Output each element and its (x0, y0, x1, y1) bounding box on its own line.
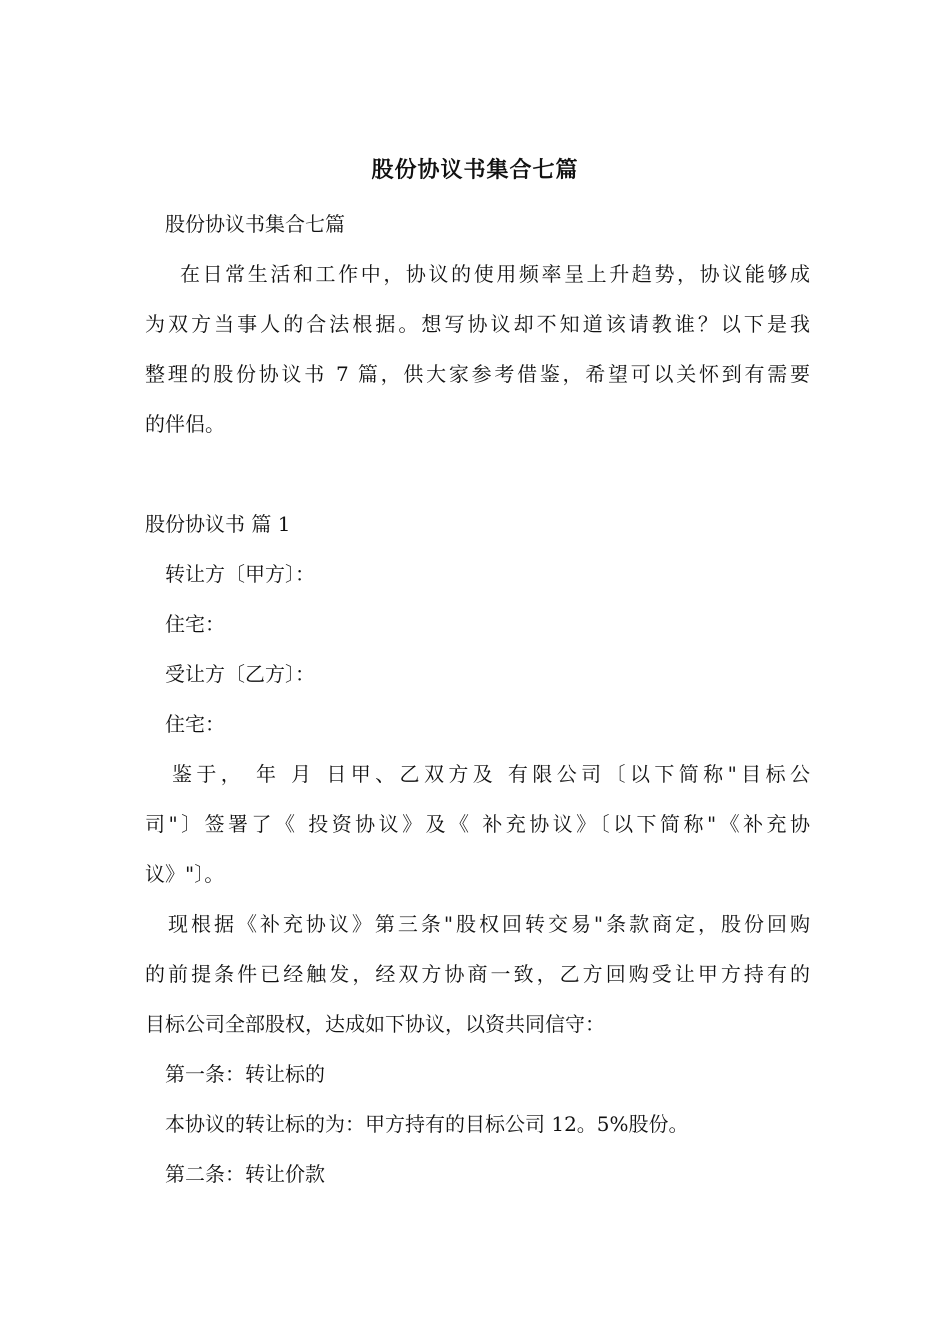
whereas-line-1: 鉴于， 年 月 日甲、乙双方及 有限公司〔以下简称"目标公 (172, 762, 810, 786)
intro-line-4: 的伴侣。 (145, 412, 225, 436)
transferee-address-line: 住宅： (165, 712, 225, 736)
section-heading: 股份协议书 篇 1 (145, 512, 291, 536)
agreement-line-1: 现根据《补充协议》第三条"股权回转交易"条款商定，股份回购 (168, 912, 810, 936)
whereas-line-3: 议》"〕。 (145, 862, 225, 886)
intro-line-2: 为双方当事人的合法根据。想写协议却不知道该请教谁？以下是我 (145, 312, 810, 336)
transferor-line: 转让方〔甲方〕： (165, 562, 315, 586)
agreement-line-3: 目标公司全部股权，达成如下协议，以资共同信守： (145, 1012, 605, 1036)
article-2-heading: 第二条：转让价款 (165, 1162, 325, 1186)
intro-line-1: 在日常生活和工作中，协议的使用频率呈上升趋势，协议能够成 (180, 262, 810, 286)
transferor-address-line: 住宅： (165, 612, 225, 636)
intro-line-3: 整理的股份协议书 7 篇，供大家参考借鉴，希望可以关怀到有需要 (145, 362, 810, 386)
article-1-heading: 第一条：转让标的 (165, 1062, 325, 1086)
agreement-line-2: 的前提条件已经触发，经双方协商一致，乙方回购受让甲方持有的 (145, 962, 810, 986)
article-1-body: 本协议的转让标的为：甲方持有的目标公司 12。5%股份。 (165, 1112, 689, 1136)
subtitle-line: 股份协议书集合七篇 (165, 212, 345, 236)
transferee-line: 受让方〔乙方〕： (165, 662, 315, 686)
document-title: 股份协议书集合七篇 (371, 157, 579, 183)
whereas-line-2: 司"〕签署了《 投资协议》及《 补充协议》〔以下简称"《补充协 (145, 812, 810, 836)
